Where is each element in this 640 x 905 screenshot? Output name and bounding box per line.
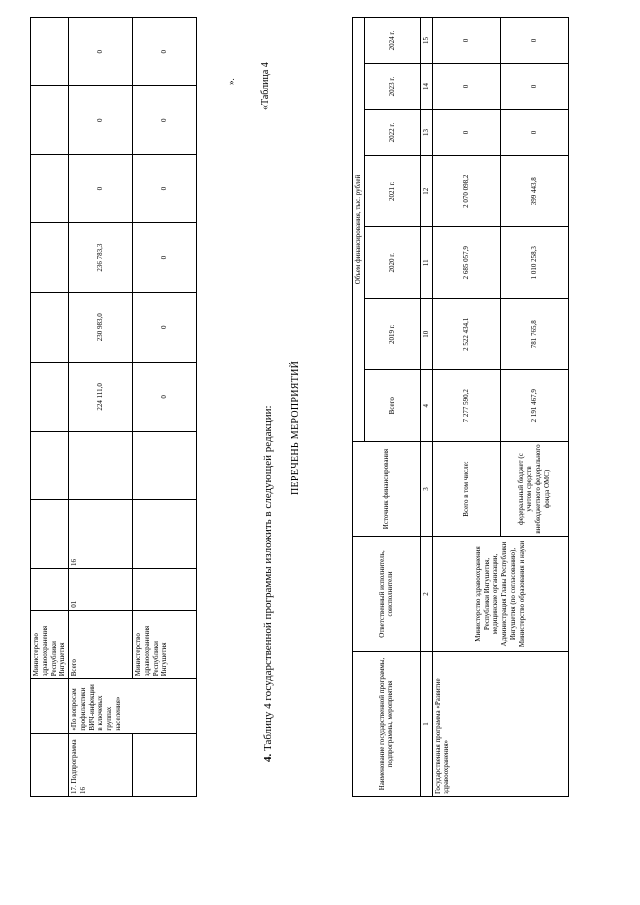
code-cell: 16 — [69, 500, 133, 569]
closing-quote: ». — [226, 78, 236, 85]
source-cell: Всего в том числе: — [432, 442, 500, 537]
value-cell: 0 — [500, 64, 568, 110]
value-cell: 0 — [432, 110, 500, 156]
col-number: 12 — [420, 156, 432, 228]
value-cell: 0 — [133, 223, 197, 293]
value-cell: 0 — [500, 18, 568, 64]
value-cell: 0 — [432, 64, 500, 110]
value-cell: 0 — [133, 292, 197, 362]
value-cell: 7 277 590,2 — [432, 370, 500, 442]
value-cell: 2 685 057,9 — [432, 227, 500, 299]
value-cell: 2 522 434,1 — [432, 299, 500, 371]
header-year: 2020 г. — [364, 227, 420, 299]
col-number-row — [420, 18, 432, 797]
table-4 — [352, 17, 569, 797]
value-cell: 399 443,8 — [500, 156, 568, 228]
table-row — [432, 18, 500, 797]
col-number: 15 — [420, 18, 432, 64]
program-name: Государственная программа «Развитие здравоохранения» — [432, 652, 568, 797]
executor-cell: Министерство здравоохранения Республики Ингушетия — [31, 610, 69, 679]
value-cell: 0 — [500, 110, 568, 156]
col-number: 4 — [420, 370, 432, 442]
col-number: 14 — [420, 64, 432, 110]
col-number: 10 — [420, 299, 432, 371]
value-cell: 2 191 467,9 — [500, 370, 568, 442]
value-cell: 236 783,3 — [69, 223, 133, 293]
header-source: Источник финансирования — [353, 442, 421, 537]
source-cell: федеральный бюджет (с учетом средств внебюджетного федерального фонда ОМС) — [500, 442, 568, 537]
value-cell: 781 765,8 — [500, 299, 568, 371]
value-cell: 0 — [133, 86, 197, 154]
value-cell: 0 — [69, 86, 133, 154]
header-year: 2019 г. — [364, 299, 420, 371]
paragraph — [262, 405, 274, 762]
code-cell: 01 — [69, 568, 133, 610]
table-row — [31, 18, 69, 797]
value-cell: 0 — [133, 362, 197, 432]
col-number: 3 — [420, 442, 432, 537]
paragraph-text: Таблицу 4 государственной программы изложить в следующей редакции: — [262, 405, 274, 751]
value-cell: 0 — [69, 18, 133, 86]
value-cell: 1 010 258,3 — [500, 227, 568, 299]
subprogram-desc: «По вопросам профилактики ВИЧ-инфекции в ключевых группах населения» — [69, 679, 197, 733]
executor-cell: Министерство здравоохранения Республики Ингушетия — [133, 610, 197, 679]
subprogram-name: 17. Подпрограмма 16 — [69, 733, 133, 796]
col-number: 1 — [420, 652, 432, 797]
value-cell: 0 — [69, 154, 133, 222]
header-name: Наименование государственной программы, подпрограммы, мероприятия — [353, 652, 421, 797]
header-executor: Ответственный исполнитель, соисполнители — [353, 537, 421, 652]
paragraph-number: 4. — [262, 753, 274, 762]
value-cell: 0 — [432, 18, 500, 64]
continuation-table — [30, 17, 197, 797]
table-row — [69, 18, 133, 797]
header-year: 2022 г. — [364, 110, 420, 156]
value-cell: 0 — [133, 18, 197, 86]
table-label: «Таблица 4 — [260, 62, 271, 110]
col-number: 2 — [420, 537, 432, 652]
header-year: 2024 г. — [364, 18, 420, 64]
col-number: 11 — [420, 227, 432, 299]
header-year: 2021 г. — [364, 156, 420, 228]
table-heading: ПЕРЕЧЕНЬ МЕРОПРИЯТИЙ — [290, 360, 301, 495]
header-total: Всего — [364, 370, 420, 442]
header-year: 2023 г. — [364, 64, 420, 110]
value-cell: 230 983,0 — [69, 292, 133, 362]
header-row — [353, 18, 365, 797]
program-executor: Министерство здравоохранения Республики Ингушетия, медицинские организации, Администрация Главы Республики Ингушетия (по согласованию), Министерство образования и науки — [432, 537, 568, 652]
source-total: Всего — [69, 610, 133, 679]
col-number: 13 — [420, 110, 432, 156]
value-cell: 0 — [133, 154, 197, 222]
value-cell: 2 070 098,2 — [432, 156, 500, 228]
value-cell: 224 111,0 — [69, 362, 133, 432]
header-volume: Объем финансирования, тыс. рублей — [353, 18, 365, 442]
